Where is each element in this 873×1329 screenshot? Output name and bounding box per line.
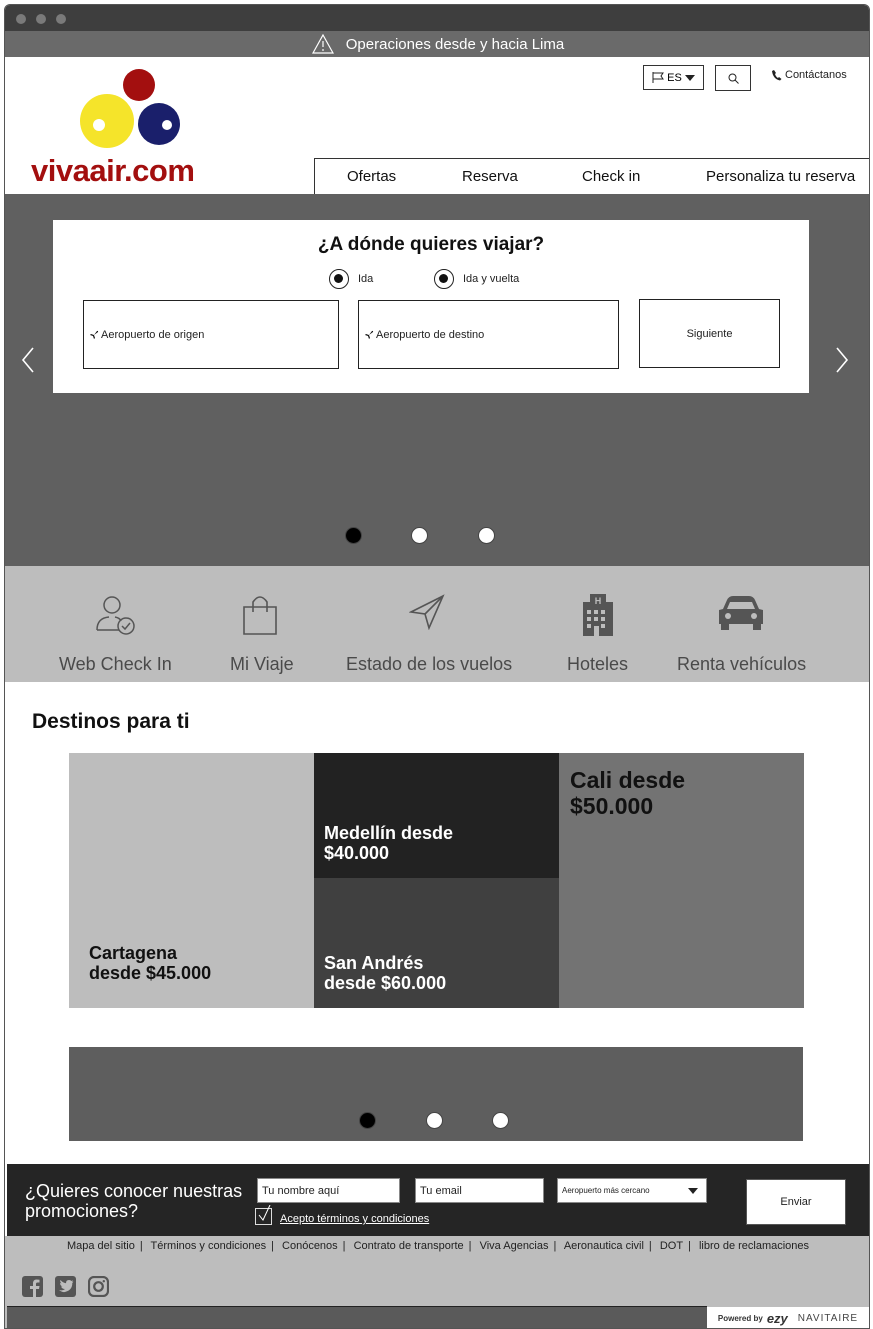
destination-tile-cali[interactable]: [559, 753, 804, 1008]
site-footer: [5, 1236, 870, 1329]
services-bar: [5, 566, 870, 682]
hero-pager-dot-3[interactable]: [478, 527, 495, 544]
search-button[interactable]: [715, 65, 751, 91]
newsletter-form: [7, 1164, 870, 1236]
trip-round-radio[interactable]: [434, 269, 519, 289]
twitter-icon[interactable]: [55, 1276, 76, 1297]
email-input[interactable]: Tu email: [415, 1178, 544, 1203]
origin-airport-field[interactable]: [83, 300, 339, 369]
destination-airport-field[interactable]: [358, 300, 619, 369]
nav-item-check-in[interactable]: Check in: [582, 168, 641, 185]
tile-line2: desde $60.000: [324, 973, 447, 993]
powered-brand-ezy: ezy: [766, 1311, 788, 1326]
powered-brand-navitaire: NAVITAIRE: [797, 1313, 859, 1324]
caret-down-icon: [688, 1188, 698, 1194]
banner-pager-dot-2[interactable]: [426, 1112, 443, 1129]
send-button[interactable]: Enviar: [746, 1179, 846, 1225]
trip-round-label: Ida y vuelta: [463, 273, 520, 285]
banner-pager-dot-1[interactable]: [359, 1112, 376, 1129]
trip-one-way-radio[interactable]: [329, 269, 373, 289]
tile-line2: $40.000: [324, 843, 390, 863]
footer-links: Mapa del sitio | Términos y condiciones | Conócenos | Contrato de transporte | Viva Agencias | Aeronautica civil | DOT | libro de reclamaciones: [66, 1240, 810, 1252]
nav-item-ofertas[interactable]: Ofertas: [347, 168, 397, 185]
main-nav: [314, 158, 870, 194]
name-input[interactable]: Tu nombre aquí: [257, 1178, 400, 1203]
flag-icon: [652, 72, 664, 83]
browser-frame: [4, 4, 870, 1329]
next-button[interactable]: Siguiente: [639, 299, 780, 368]
tile-line2: $50.000: [570, 793, 654, 819]
airport-select-label: Aeropuerto más cercano: [562, 1186, 650, 1195]
contact-label: Contáctanos: [785, 69, 847, 81]
promo-banner-carousel: [69, 1047, 803, 1141]
language-selector[interactable]: [643, 65, 704, 90]
vivaair-logo[interactable]: [29, 67, 239, 188]
footer-link-agencies[interactable]: Viva Agencias: [479, 1240, 549, 1252]
language-label: ES: [667, 71, 682, 84]
footer-link-sitemap[interactable]: Mapa del sitio: [66, 1240, 135, 1252]
tile-line2: desde $45.000: [89, 963, 212, 983]
hero-pager-dot-2[interactable]: [411, 527, 428, 544]
checkmark-icon: [256, 1205, 273, 1222]
trip-one-way-label: Ida: [358, 273, 374, 285]
phone-icon: [771, 69, 782, 81]
warning-icon: [312, 34, 334, 54]
banner-pager-dot-3[interactable]: [492, 1112, 509, 1129]
tile-line1: San Andrés: [324, 953, 424, 973]
footer-bottom-bar: [7, 1306, 707, 1329]
destination-tile-san-andres[interactable]: [314, 878, 559, 1008]
powered-by-badge: [707, 1307, 869, 1329]
terms-link[interactable]: Acepto términos y condiciones: [280, 1213, 430, 1225]
footer-link-about[interactable]: Conócenos: [282, 1240, 338, 1252]
svg-text:H: H: [594, 596, 602, 606]
hero-pager-dot-1[interactable]: [345, 527, 362, 544]
question-line2: promociones?: [25, 1201, 139, 1221]
service-label: Estado de los vuelos: [346, 654, 513, 674]
notice-bar: [5, 31, 870, 57]
footer-link-terms[interactable]: Términos y condiciones: [150, 1240, 267, 1252]
airport-select[interactable]: [557, 1178, 707, 1203]
destination-tile-cartagena[interactable]: [69, 753, 314, 1008]
contact-link[interactable]: [771, 69, 847, 81]
nav-item-personaliza[interactable]: Personaliza tu reserva: [706, 168, 856, 185]
car-icon: [717, 594, 765, 632]
notice-text: Operaciones desde y hacia Lima: [345, 35, 565, 53]
window-close-dot[interactable]: [16, 14, 26, 24]
airplane-icon: [89, 330, 99, 340]
service-label: Mi Viaje: [230, 654, 294, 674]
nav-item-reserva[interactable]: Reserva: [462, 168, 518, 185]
hero-carousel: [5, 194, 870, 566]
newsletter-question: [25, 1181, 242, 1221]
chevron-right-icon[interactable]: [835, 347, 849, 373]
origin-placeholder: Aeropuerto de origen: [101, 328, 205, 341]
radio-icon: [329, 269, 349, 289]
caret-down-icon: [685, 75, 695, 81]
instagram-icon[interactable]: [88, 1276, 109, 1297]
terms-checkbox[interactable]: [255, 1208, 272, 1225]
destination-placeholder: Aeropuerto de destino: [376, 328, 485, 341]
airplane-icon: [364, 330, 374, 340]
footer-link-transport-contract[interactable]: Contrato de transporte: [353, 1240, 464, 1252]
destinations-title: Destinos para ti: [32, 710, 190, 733]
tile-line1: Cali desde: [570, 767, 686, 793]
question-line1: ¿Quieres conocer nuestras: [25, 1181, 243, 1201]
logo-wordmark: vivaair.com: [31, 153, 195, 188]
paper-plane-icon: [409, 594, 445, 630]
tile-line1: Medellín desde: [324, 823, 454, 843]
service-label: Renta vehículos: [677, 654, 807, 674]
hotel-icon: [581, 594, 615, 636]
window-titlebar: [5, 5, 870, 31]
radio-icon: [434, 269, 454, 289]
footer-link-dot[interactable]: DOT: [659, 1240, 684, 1252]
footer-link-civil-aeronautics[interactable]: Aeronautica civil: [563, 1240, 644, 1252]
tile-line1: Cartagena: [89, 943, 178, 963]
chevron-left-icon[interactable]: [21, 347, 35, 373]
logo-circles-icon: [79, 67, 199, 152]
window-minimize-dot[interactable]: [36, 14, 46, 24]
service-label: Web Check In: [59, 654, 172, 674]
facebook-icon[interactable]: [22, 1276, 43, 1297]
site-header: [5, 57, 870, 194]
search-title: ¿A dónde quieres viajar?: [317, 234, 545, 255]
flight-search-box: [53, 220, 809, 393]
window-maximize-dot[interactable]: [56, 14, 66, 24]
shopping-bag-icon: [241, 594, 279, 636]
user-check-icon: [93, 594, 137, 636]
service-label: Hoteles: [567, 654, 629, 674]
footer-link-complaints[interactable]: libro de reclamaciones: [698, 1240, 810, 1252]
destination-tile-medellin[interactable]: [314, 753, 559, 878]
search-icon: [728, 73, 739, 84]
powered-label: Powered by: [717, 1314, 763, 1323]
